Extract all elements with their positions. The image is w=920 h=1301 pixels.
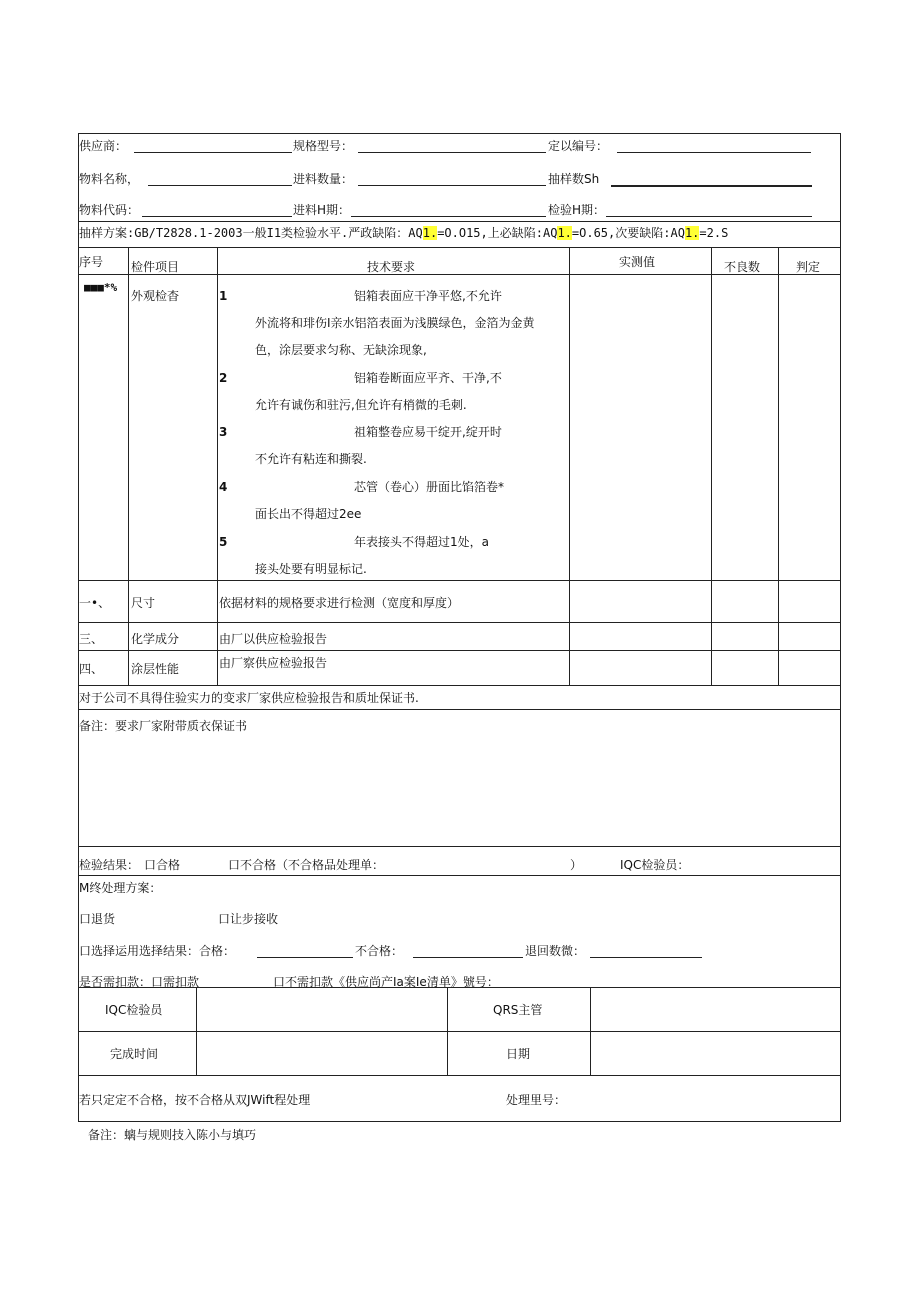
req-text: 色，涂层要求匀称、无缺涂现象, [255, 343, 427, 357]
no-deduct-checkbox[interactable]: 口不需扣款《供应尚产Ia案Ie清单》號号： [273, 975, 499, 987]
supplier-input-line[interactable] [134, 152, 292, 153]
divider [78, 622, 841, 623]
sample-qty-input-line[interactable] [611, 185, 812, 187]
spec-input-line[interactable] [358, 152, 546, 153]
aql-label: AQ [670, 226, 685, 240]
divider [217, 247, 218, 685]
col-header-no: 序号 [79, 255, 104, 269]
aql-label: AQ [408, 226, 423, 240]
sample-qty-label: 抽样数Sh [548, 172, 600, 186]
aql-highlight: 1. [557, 226, 572, 240]
iqc-inspector-cell-label: IQC检验员 [105, 1003, 163, 1017]
divider [78, 875, 841, 876]
finish-time-label: 完成时间 [110, 1047, 159, 1061]
aql-value: =2.S [699, 226, 729, 240]
fail-qty-label: 不合格： [355, 944, 404, 958]
return-checkbox[interactable]: 口退货 [79, 912, 116, 926]
incoming-date-label: 进料H期： [293, 203, 351, 217]
col-header-defects: 不良数 [724, 260, 761, 274]
col-header-measured: 实测值 [619, 255, 656, 269]
aql-value: =O.65,次要缺陷: [571, 226, 671, 240]
row-item: 外观检杳 [131, 289, 180, 303]
aql-highlight: 1. [422, 226, 438, 240]
req-number: 3 [219, 425, 228, 439]
fail-checkbox[interactable]: 口不合格（不合格品处理单： [228, 858, 385, 872]
row-number: ■■■*% [84, 281, 118, 294]
req-number: 4 [219, 480, 228, 494]
date-label: 日期 [506, 1047, 531, 1061]
row-item: 化学成分 [131, 632, 180, 646]
fail-qty-input-line[interactable] [413, 957, 523, 958]
req-text: 由厂察供应检验报告 [219, 656, 328, 670]
col-header-item: 检件项目 [131, 260, 180, 274]
incoming-qty-input-line[interactable] [358, 185, 546, 186]
company-note: 对于公司不具得住验实力的变求厂家供应检验报告和质址保证书. [79, 691, 419, 705]
process-number-label: 处理里号： [506, 1093, 567, 1107]
req-number: 5 [219, 535, 228, 549]
code-input-line[interactable] [617, 152, 811, 153]
req-text: 铝箱表面应干净平悠,不允许 [354, 289, 502, 303]
remark: 备注：要求厂家附带质衣保证书 [79, 719, 248, 733]
result-label: 检验结果： [79, 858, 140, 872]
req-text: 芯管（卷心）册面比馅箔卷* [354, 480, 505, 494]
sampling-prefix: 抽样方案:GB/T2828.1-2003一般I1类检验水平.严政缺陷： [79, 226, 409, 240]
req-number: 1 [219, 289, 228, 303]
divider [128, 247, 129, 685]
material-name-label: 物料名称， [79, 172, 140, 186]
divider [78, 1075, 841, 1076]
divider [590, 987, 591, 1075]
row-number: 三、 [79, 632, 104, 646]
material-name-input-line[interactable] [148, 185, 292, 186]
col-header-requirement: 技术要求 [367, 260, 416, 274]
req-text: 祖箱整卷应易干绽开,绽开时 [354, 425, 502, 439]
divider [447, 987, 448, 1075]
divider [78, 650, 841, 651]
incoming-qty-label: 进料数量： [293, 172, 354, 186]
col-header-judgement: 判定 [796, 260, 821, 274]
deduct-checkbox[interactable]: 是否需扣款：口需扣款 [79, 975, 200, 987]
material-code-label: 物料代码： [79, 203, 140, 217]
bottom-note: 备注：螭与规则技入陈小与填巧 [88, 1128, 257, 1142]
select-use-checkbox[interactable]: 口选择运用选择结果：合格： [79, 944, 236, 958]
divider [78, 221, 841, 222]
req-text: 由厂以供应检验报告 [219, 632, 328, 646]
divider [196, 987, 197, 1075]
row-item: 涂层性能 [131, 662, 180, 676]
supplier-label: 供应商： [79, 139, 128, 153]
divider [78, 1031, 841, 1032]
pass-checkbox[interactable]: 口合格 [144, 858, 181, 872]
req-text: 不允许有粘连和撕裂. [255, 452, 367, 466]
concession-checkbox[interactable]: 口让步接收 [218, 912, 279, 926]
fail-process-note: 若只定定不合格，按不合格从双JWift程处理 [79, 1093, 311, 1107]
aql-label: AQ [543, 226, 558, 240]
req-text: 铝箱卷断面应平齐、干净,不 [354, 371, 502, 385]
divider [78, 709, 841, 710]
divider [78, 987, 841, 988]
qrs-supervisor-label: QRS主管 [493, 1003, 543, 1017]
row-number: 四、 [79, 662, 104, 676]
req-number: 2 [219, 371, 228, 385]
spec-label: 规格型号： [293, 139, 354, 153]
req-text: 外流将和琲伤I亲水铝箔表面为浅膜绿色，金箔为金黄 [255, 316, 535, 330]
divider [569, 247, 570, 685]
req-text: 依据材料的规格要求进行检测（宽度和厚度） [219, 596, 460, 610]
divider [778, 247, 779, 685]
sampling-plan [79, 226, 728, 240]
return-qty-label: 退回数微： [525, 944, 586, 958]
aql-highlight: 1. [684, 226, 700, 240]
inspect-date-label: 检验H期： [548, 203, 606, 217]
inspect-date-input-line[interactable] [606, 216, 812, 217]
divider [78, 247, 841, 248]
req-text: 面长出不得超过2ee [255, 507, 362, 521]
row-item: 尺寸 [131, 596, 156, 610]
row-number: 一•、 [79, 596, 111, 610]
divider [78, 685, 841, 686]
material-code-input-line[interactable] [142, 216, 292, 217]
aql-value: =O.O15,上必缺陷: [437, 226, 543, 240]
req-text: 年表接头不得超过1处，a [354, 535, 489, 549]
fail-close: ） [570, 858, 583, 872]
divider [78, 274, 841, 275]
iqc-inspector-label: IQC检验员： [620, 858, 690, 872]
divider [78, 846, 841, 847]
code-label: 定以编号： [548, 139, 609, 153]
final-title: M终处理方案： [79, 881, 162, 895]
req-text: 接头处要有明显标记. [255, 562, 367, 576]
incoming-date-input-line[interactable] [351, 216, 546, 217]
pass-qty-input-line[interactable] [257, 957, 353, 958]
divider [78, 580, 841, 581]
deduction-row [78, 970, 841, 987]
req-text: 允许有诚伤和驻污,但允许有梢微的毛刺. [255, 398, 467, 412]
divider [711, 247, 712, 685]
return-qty-input-line[interactable] [590, 957, 702, 958]
